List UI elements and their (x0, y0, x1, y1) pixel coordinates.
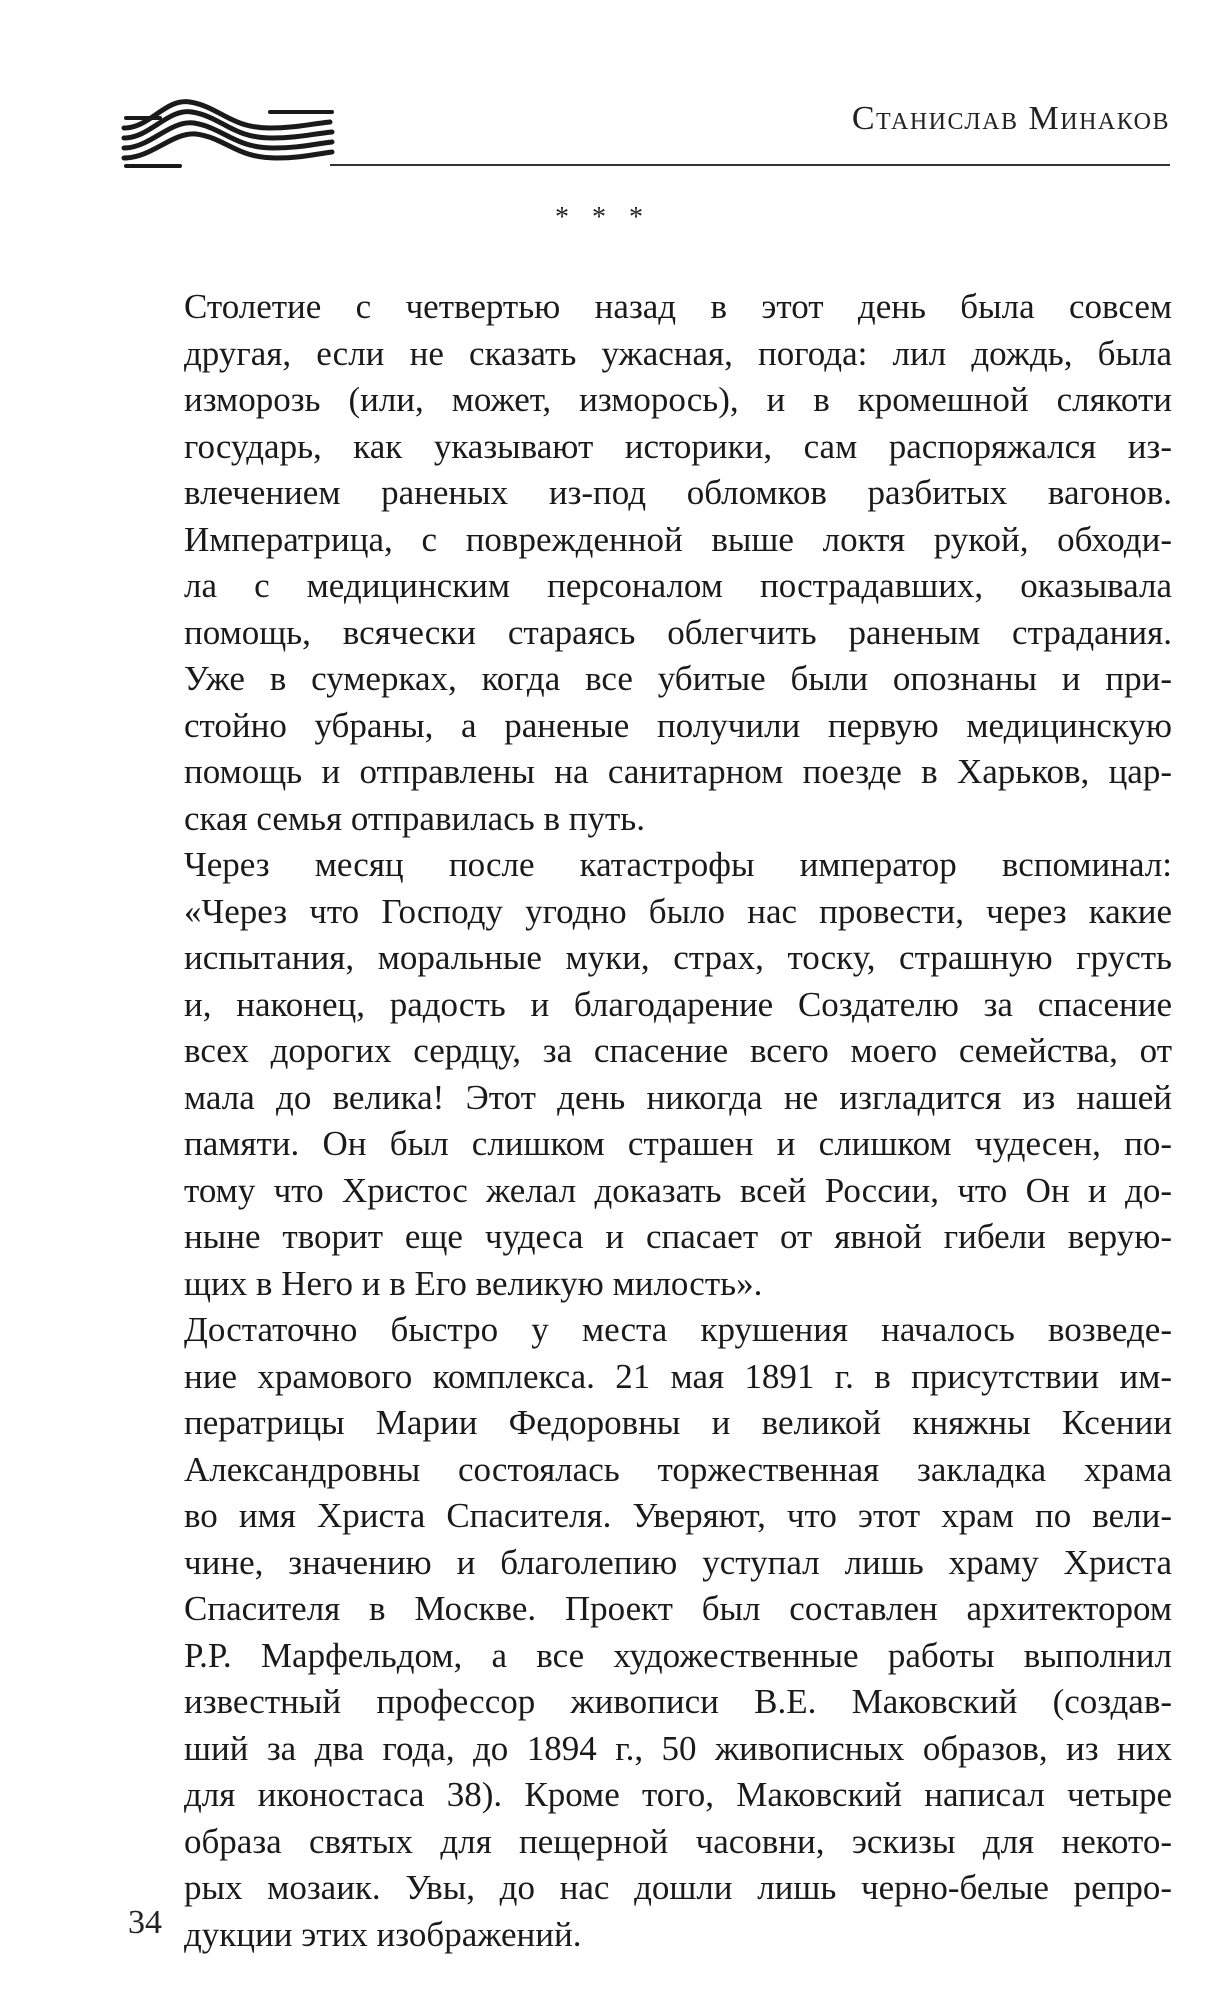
text-line: Императрица, с поврежденной выше локтя рукой, обходи- (184, 519, 1172, 559)
text-line: Уже в сумерках, когда все убитые были опознаны и при- (184, 659, 1172, 698)
text-line: известный профессор живописи В.Е. Маковский (создав- (184, 1682, 1172, 1721)
text-line: государь, как указывают историки, сам распоряжался из- (184, 426, 1172, 466)
page-number: 34 (128, 1904, 162, 1941)
text-line: Р.Р. Марфельдом, а все художественные работы выполнил (184, 1635, 1172, 1675)
text-line: памяти. Он был слишком страшен и слишком чудесен, по- (184, 1124, 1172, 1163)
text-line: рых мозаик. Увы, до нас дошли лишь черно-белые репро- (184, 1868, 1172, 1907)
text-line: ператрицы Марии Федоровны и великой княжны Ксении (184, 1403, 1172, 1442)
text-line: влечением раненых из-под обломков разбитых вагонов. (184, 473, 1172, 512)
text-line: другая, если не сказать ужасная, погода: лил дождь, была (184, 333, 1172, 373)
text-line: «Через что Господу угодно было нас провести, через какие (184, 891, 1172, 931)
text-line: Спасителя в Москве. Проект был составлен архитектором (184, 1589, 1172, 1628)
section-break: * * * (555, 202, 651, 233)
text-line: ская семья отправилась в путь. (184, 798, 645, 838)
text-line: мала до велика! Этот день никогда не изгладится из нашей (184, 1077, 1172, 1117)
paragraph (128, 842, 1172, 1307)
text-line: ший за два года, до 1894 г., 50 живописных образов, из них (184, 1728, 1172, 1768)
paragraph (128, 284, 1172, 842)
text-line: испытания, моральные муки, страх, тоску, страшную грусть (184, 938, 1172, 977)
text-line: ние храмового комплекса. 21 мая 1891 г. в присутствии им- (184, 1356, 1172, 1396)
text-line: дукции этих изображений. (184, 1914, 582, 1954)
paragraph (128, 1307, 1172, 1958)
text-line: тому что Христос желал доказать всей России, что Он и до- (184, 1170, 1172, 1210)
text-line: помощь и отправлены на санитарном поезде в Харьков, цар- (184, 752, 1172, 791)
text-line: помощь, всячески стараясь облегчить раненым страдания. (184, 612, 1172, 652)
text-line: Через месяц после катастрофы император вспоминал: (184, 845, 1172, 884)
text-line: чине, значению и благолепию уступал лишь храму Христа (184, 1542, 1172, 1582)
text-line: изморозь (или, может, изморось), и в кромешной слякоти (184, 380, 1172, 419)
text-line: ныне творит еще чудеса и спасает от явной гибели верую- (184, 1217, 1172, 1256)
header-rule (330, 164, 1170, 166)
text-line: щих в Него и в Его великую милость». (184, 1263, 763, 1303)
text-line: Александровны состоялась торжественная закладка храма (184, 1449, 1172, 1489)
text-line: образа святых для пещерной часовни, эскизы для некото- (184, 1821, 1172, 1861)
wave-lines-ornament-icon (120, 88, 335, 170)
running-head: Станислав Минаков (851, 100, 1170, 137)
text-line: и, наконец, радость и благодарение Создателю за спасение (184, 984, 1172, 1024)
text-line: стойно убраны, а раненые получили первую медицинскую (184, 705, 1172, 745)
text-line: Достаточно быстро у места крушения началось возведе- (184, 1310, 1172, 1349)
text-line: во имя Христа Спасителя. Уверяют, что этот храм по вели- (184, 1496, 1172, 1535)
body-text (128, 284, 1172, 1958)
text-line: ла с медицинским персоналом пострадавших, оказывала (184, 566, 1172, 605)
text-line: всех дорогих сердцу, за спасение всего моего семейства, от (184, 1031, 1172, 1070)
text-line: для иконостаса 38). Кроме того, Маковский написал четыре (184, 1775, 1172, 1814)
text-line: Столетие с четвертью назад в этот день была совсем (184, 287, 1172, 326)
